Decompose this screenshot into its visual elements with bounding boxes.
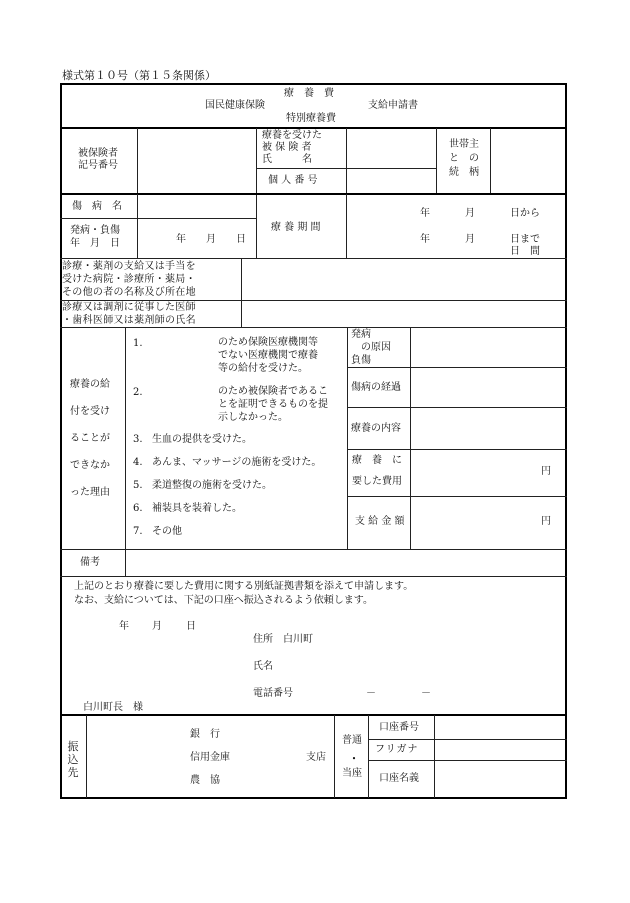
practitioner-label-2: ・歯科医師又は薬剤師の氏名	[62, 315, 196, 326]
provider-field[interactable]	[243, 260, 564, 299]
reason-label-1: 療養の給	[70, 379, 110, 390]
cause-label-1: 発病	[351, 329, 371, 340]
onset-date-label-2: 年 月 日	[70, 238, 120, 249]
account-type-touza[interactable]: 当座	[342, 768, 362, 779]
cause-label-2: の原因	[361, 342, 391, 353]
bank-name-field[interactable]	[88, 717, 333, 796]
remarks-field[interactable]	[127, 551, 564, 575]
phone-sep-1: －	[366, 688, 376, 699]
relation-label-2: と の	[449, 153, 479, 164]
cost-field[interactable]	[412, 451, 537, 495]
recipient-label-2: 被 保 険 者	[262, 142, 312, 153]
period-from-year: 年	[420, 208, 430, 219]
reason-item-1-num: 1.	[133, 338, 143, 349]
phone-label: 電話番号	[253, 688, 293, 699]
reason-item-2-text-1: のため被保険者であるこ	[218, 386, 328, 397]
insured-number-label-1: 被保険者	[78, 148, 118, 159]
recipient-label-3: 氏 名	[262, 154, 312, 165]
period-from-month: 月	[465, 208, 475, 219]
period-to-year: 年	[420, 234, 430, 245]
period-days: 日 間	[510, 246, 540, 257]
reason-item-4-num: 4.	[133, 457, 143, 468]
content-field[interactable]	[412, 409, 564, 448]
title-shikyu: 支給申請書	[368, 100, 418, 111]
reason-item-7-text: その他	[152, 526, 182, 537]
reason-item-3-num: 3.	[133, 434, 143, 445]
cause-field[interactable]	[412, 329, 564, 366]
cost-label-2: 要した費用	[352, 476, 402, 487]
cost-yen: 円	[541, 466, 551, 477]
account-holder-field[interactable]	[436, 762, 564, 796]
account-type-futsu[interactable]: 普通	[342, 735, 362, 746]
period-from-day: 日から	[510, 208, 540, 219]
furigana-field[interactable]	[436, 741, 564, 759]
bank-type-noukyo: 農 協	[190, 775, 220, 786]
period-to-month: 月	[465, 234, 475, 245]
relation-label-3: 続 柄	[449, 167, 479, 178]
provider-label-3: その他の者の名称及び所在地	[62, 287, 196, 298]
provider-label-2: 受けた病院・診療所・薬局・	[62, 274, 196, 285]
reason-item-5-text: 柔道整復の施術を受けた。	[152, 480, 272, 491]
account-number-field[interactable]	[436, 717, 564, 738]
injury-name-field[interactable]	[139, 196, 255, 217]
furigana-label: フリガナ	[375, 744, 419, 755]
recipient-label-1: 療養を受けた	[262, 130, 322, 141]
reason-item-1-text-3: 等の給付を受けた。	[218, 363, 308, 374]
declaration-month: 月	[152, 621, 162, 632]
remarks-label: 備考	[80, 557, 100, 568]
declaration-day: 日	[186, 621, 196, 632]
treatment-period-label: 療 養 期 間	[271, 222, 321, 233]
relation-field[interactable]	[492, 130, 564, 192]
reason-item-2-num: 2.	[133, 387, 143, 398]
reason-label-3: ることが	[70, 433, 110, 444]
reason-item-3-text: 生血の提供を受けた。	[152, 434, 252, 445]
provider-label-1: 診療・薬剤の支給又は手当を	[62, 261, 196, 272]
reason-label-4: できなか	[70, 460, 110, 471]
content-label: 療養の内容	[351, 423, 401, 434]
bank-transfer-label: 振込先	[67, 740, 79, 779]
personal-number-field[interactable]	[348, 170, 435, 192]
reason-item-6-num: 6.	[133, 503, 143, 514]
personal-number-label: 個 人 番 号	[268, 175, 318, 186]
declaration-line-2: なお、支給については、下記の口座へ振込されるよう依頼します。	[74, 595, 373, 606]
relation-label-1: 世帯主	[449, 139, 479, 150]
reason-label-5: った理由	[70, 487, 110, 498]
reason-item-1-text-2: でない医療機関で療養	[218, 350, 318, 361]
recipient-name-field[interactable]	[348, 130, 435, 167]
course-label: 傷病の経過	[351, 382, 401, 393]
cause-label-3: 負傷	[351, 355, 371, 366]
practitioner-label-1: 診療又は調剤に従事した医師	[62, 302, 196, 313]
bank-type-bank: 銀 行	[190, 729, 220, 740]
cost-label-1: 療 養 に	[352, 455, 402, 466]
insured-number-label-2: 記号番号	[78, 160, 118, 171]
reason-item-2-text-2: とを証明できるものを提	[218, 399, 328, 410]
address-label: 住所 白川町	[253, 634, 313, 645]
title-kokuho: 国民健康保険	[205, 100, 265, 111]
reason-item-5-num: 5.	[133, 480, 143, 491]
mayor-recipient: 白川町長 様	[83, 702, 143, 713]
practitioner-field[interactable]	[243, 302, 564, 326]
amount-label: 支 給 金 額	[355, 516, 405, 527]
account-type-sep: ・	[349, 754, 359, 765]
amount-field[interactable]	[412, 498, 537, 548]
branch-label: 支店	[306, 752, 326, 763]
bank-type-shinkin: 信用金庫	[190, 752, 230, 763]
amount-yen: 円	[541, 516, 551, 527]
course-field[interactable]	[412, 369, 564, 406]
onset-date-label-1: 発病・負傷	[70, 225, 120, 236]
period-to-day: 日まで	[510, 234, 540, 245]
insured-number-field[interactable]	[139, 130, 255, 192]
declaration-year: 年	[119, 621, 129, 632]
phone-sep-2: －	[421, 688, 431, 699]
injury-name-label: 傷 病 名	[72, 201, 122, 212]
reason-item-4-text: あんま、マッサージの施術を受けた。	[152, 457, 322, 468]
reason-item-2-text-3: 示しなかった。	[218, 412, 288, 423]
title-ryoyohi: 療 養 費	[284, 88, 334, 99]
form-number: 様式第１０号（第１５条関係）	[62, 69, 216, 82]
account-number-label: 口座番号	[379, 722, 419, 733]
reason-item-6-text: 補装具を装着した。	[152, 503, 242, 514]
reason-item-1-text-1: のため保険医療機関等	[218, 337, 318, 348]
declaration-line-1: 上記のとおり療養に要した費用に関する別紙証拠書類を添えて申請します。	[74, 581, 414, 592]
reason-item-7-num: 7.	[133, 526, 143, 537]
title-tokubetsu: 特別療養費	[286, 113, 336, 124]
name-label: 氏名	[253, 661, 273, 672]
account-holder-label: 口座名義	[379, 773, 419, 784]
reason-label-2: 付を受け	[70, 406, 110, 417]
onset-date-field[interactable]: 年 月 日	[176, 234, 246, 245]
